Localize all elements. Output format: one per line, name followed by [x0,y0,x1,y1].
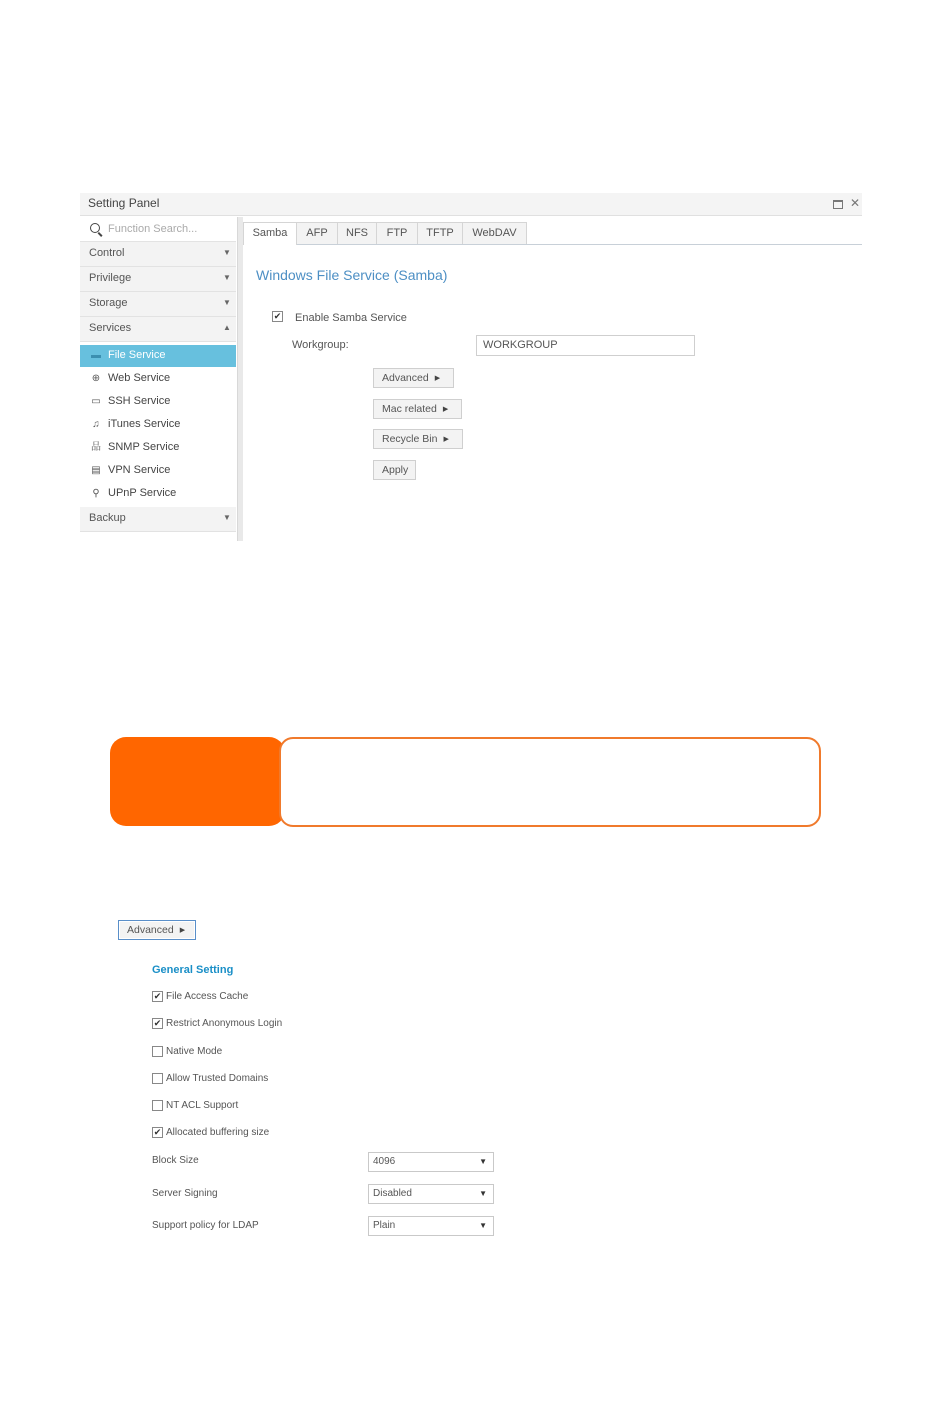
tab-afp[interactable]: AFP [296,222,338,244]
select-value: Disabled [373,1188,412,1199]
option-label: Native Mode [166,1046,223,1057]
option-label: Restrict Anonymous Login [166,1018,283,1029]
general-setting-title: General Setting [152,964,234,976]
allow-trusted-domains-checkbox[interactable] [152,1073,163,1084]
sidebar-item-label: iTunes Service [108,418,181,430]
chevron-up-icon: ▲ [223,323,231,332]
setting-panel-window [80,193,862,541]
maximize-icon[interactable] [833,200,843,209]
callout-tab [110,737,285,826]
recycle-bin-button[interactable] [373,429,463,449]
sidebar-category-services[interactable] [80,317,236,342]
chevron-down-icon: ▼ [223,513,231,522]
sidebar-category-control[interactable] [80,242,236,267]
select-value: Plain [373,1220,396,1231]
network-icon: 品 [91,442,101,453]
sidebar-item-label: SSH Service [108,395,171,407]
server-signing-label: Server Signing [152,1188,218,1199]
sidebar-item-label: UPnP Service [108,487,177,499]
sidebar [80,217,236,541]
sidebar-item-itunes-service[interactable] [80,414,236,436]
advanced-toggle-label: Advanced [127,924,174,936]
panel-title: Setting Panel [88,196,160,210]
mac-related-button[interactable] [373,399,462,419]
globe-icon: ⊕ [91,373,101,384]
sidebar-item-label: VPN Service [108,464,171,476]
advanced-toggle-button[interactable] [118,920,196,940]
chevron-down-icon: ▼ [479,1221,487,1230]
vpn-icon: ▤ [91,465,101,476]
section-title: Windows File Service (Samba) [256,267,448,283]
category-label: Services [89,322,132,334]
advanced-button-label: Advanced [382,372,429,384]
upnp-icon: ⚲ [92,488,100,499]
block-size-label: Block Size [152,1155,199,1166]
option-label: NT ACL Support [166,1100,239,1111]
nt-acl-support-checkbox[interactable] [152,1100,163,1111]
option-label: File Access Cache [166,991,249,1002]
tab-nfs[interactable]: NFS [337,222,377,244]
ldap-policy-label: Support policy for LDAP [152,1220,259,1231]
sidebar-item-file-service[interactable] [80,345,236,367]
service-tabs [243,222,862,245]
select-value: 4096 [373,1156,396,1167]
category-label: Backup [89,512,126,524]
sidebar-item-label: File Service [108,349,166,361]
caret-right-icon: ▶ [179,927,186,934]
chevron-down-icon: ▼ [223,248,231,257]
sidebar-item-snmp-service[interactable] [80,437,236,459]
enable-samba-checkbox[interactable]: ✔ [273,311,282,321]
native-mode-checkbox[interactable] [152,1046,163,1057]
sidebar-category-privilege[interactable] [80,267,236,292]
file-access-cache-checkbox[interactable]: ✔ [153,991,162,1001]
workgroup-input[interactable]: WORKGROUP [476,335,695,356]
chevron-down-icon: ▼ [479,1157,487,1166]
mac-related-button-label: Mac related [382,403,437,415]
recycle-bin-button-label: Recycle Bin [382,433,438,445]
main-content [243,217,862,541]
ldap-policy-select[interactable] [368,1216,494,1236]
caret-right-icon: ▶ [442,406,449,413]
caret-right-icon: ▶ [443,436,449,443]
enable-samba-label: Enable Samba Service [295,312,407,324]
sidebar-item-web-service[interactable] [80,368,236,390]
close-icon[interactable]: ✕ [850,196,861,210]
category-label: Privilege [89,272,132,284]
sidebar-category-storage[interactable] [80,292,236,317]
block-size-select[interactable] [368,1152,494,1172]
terminal-icon: ▭ [91,396,101,407]
sidebar-item-label: Web Service [108,372,171,384]
sidebar-item-upnp-service[interactable] [80,483,236,505]
tab-samba[interactable]: Samba [243,222,297,245]
function-search-input[interactable] [108,221,228,237]
option-label: Allow Trusted Domains [166,1073,269,1084]
caret-right-icon: ▶ [434,375,441,382]
folder-icon: ▬ [91,350,101,361]
panel-header [80,193,862,216]
category-label: Storage [89,297,128,309]
tab-tftp[interactable]: TFTP [417,222,463,244]
tab-ftp[interactable]: FTP [376,222,418,244]
option-label: Allocated buffering size [166,1127,270,1138]
chevron-down-icon: ▼ [223,273,231,282]
sidebar-item-label: SNMP Service [108,441,180,453]
search-icon [90,223,100,233]
apply-button[interactable]: Apply [373,460,416,480]
callout-box [279,737,821,827]
restrict-anonymous-login-checkbox[interactable]: ✔ [153,1018,162,1028]
sidebar-item-ssh-service[interactable] [80,391,236,413]
tab-webdav[interactable]: WebDAV [462,222,527,244]
advanced-button[interactable] [373,368,454,388]
sidebar-item-vpn-service[interactable] [80,460,236,482]
allocated-buffering-size-checkbox[interactable]: ✔ [153,1127,162,1137]
sidebar-category-backup[interactable] [80,507,236,532]
server-signing-select[interactable] [368,1184,494,1204]
workgroup-label: Workgroup: [292,339,349,351]
function-search [80,217,236,242]
chevron-down-icon: ▼ [223,298,231,307]
chevron-down-icon: ▼ [479,1189,487,1198]
category-label: Control [89,247,125,259]
music-icon: ♫ [92,419,100,430]
